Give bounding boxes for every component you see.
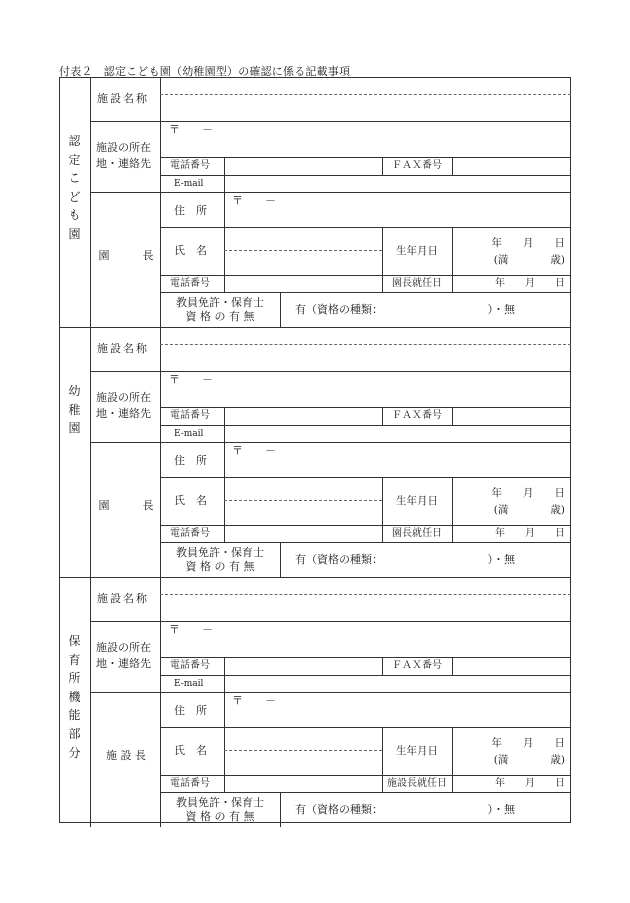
address-label-line2: 地・連絡先 [96,407,151,420]
head-phone-field[interactable] [225,776,381,792]
tenure-date-value: 年 月 日 [495,778,565,789]
address-label-line2: 地・連絡先 [96,157,151,170]
phone-label: 電話番号 [170,410,210,421]
postal-code-field: 〒 － [169,623,213,636]
facility-email-field[interactable] [225,426,570,441]
head-name-field[interactable] [225,228,381,274]
address-label-line2: 地・連絡先 [96,657,151,670]
facility-fax-field[interactable] [453,158,570,174]
head-name-label: 氏 名 [174,494,207,507]
age-value: (満 歳) [493,504,565,516]
category-char: 認 [68,134,81,148]
category-column-divider [90,77,91,327]
category-char: も [68,208,81,223]
age-value: (満 歳) [493,254,565,266]
address-label-line1: 施設の所在 [96,391,151,404]
section-divider [59,327,571,328]
fax-label: ＦＡＸ番号 [392,160,442,171]
column-divider [452,227,453,292]
head-postal-field: 〒 － [232,444,276,457]
facility-phone-field[interactable] [225,658,381,674]
category-column-divider [90,327,91,577]
facility-email-field[interactable] [225,176,570,191]
facility-name-label: 施設名称 [97,92,149,105]
section-category-label [59,382,90,438]
category-char: 稚 [68,402,81,417]
license-label-line1: 教員免許・保育士 [176,296,264,309]
birth-date-label: 生年月日 [396,495,438,507]
category-char: 保 [68,634,81,648]
head-phone-field[interactable] [225,526,381,542]
license-label-line2: 資 格 の 有 無 [185,310,255,323]
facility-address-field[interactable] [162,372,569,406]
facility-address-field[interactable] [162,122,569,156]
facility-fax-field[interactable] [453,658,570,674]
postal-code-field: 〒 － [169,373,213,386]
column-divider [452,477,453,542]
tenure-date-value: 年 月 日 [495,278,565,289]
head-address-label: 住 所 [174,704,207,717]
column-divider [452,727,453,792]
dotted-guide [160,344,571,345]
category-char: 園 [68,226,81,241]
category-char: 園 [68,421,81,436]
head-label: 施 設 長 [106,749,146,762]
email-label: E-mail [174,679,204,689]
phone-label: 電話番号 [170,660,210,671]
license-type-field[interactable] [281,293,570,326]
license-type-field[interactable] [281,793,570,826]
head-postal-field: 〒 － [232,694,276,707]
head-name-label: 氏 名 [174,244,207,257]
age-value: (満 歳) [493,754,565,766]
section-category-label [59,632,90,762]
facility-name-label: 施設名称 [97,342,149,355]
category-char: 分 [68,745,81,760]
section-category-label [59,132,90,244]
head-label: 園 長 [98,249,154,262]
license-label-line2: 資 格 の 有 無 [185,810,255,823]
head-phone-label: 電話番号 [170,278,210,289]
category-char: ど [68,189,81,204]
facility-name-field[interactable] [162,346,569,370]
phone-label: 電話番号 [170,160,210,171]
facility-address-field[interactable] [162,622,569,656]
head-address-label: 住 所 [174,204,207,217]
facility-phone-field[interactable] [225,158,381,174]
head-name-label: 氏 名 [174,744,207,757]
fax-label: ＦＡＸ番号 [392,410,442,421]
category-char: 能 [68,708,81,723]
fax-label: ＦＡＸ番号 [392,660,442,671]
head-name-field[interactable] [225,728,381,774]
form-title: 付表２ 認定こども園（幼稚園型）の確認に係る記載事項 [59,65,351,78]
head-name-field[interactable] [225,478,381,524]
license-label-line1: 教員免許・保育士 [176,796,264,809]
email-label: E-mail [174,429,204,439]
facility-name-field[interactable] [162,596,569,620]
address-label-line1: 施設の所在 [96,141,151,154]
head-phone-label: 電話番号 [170,778,210,789]
dotted-guide [160,594,571,595]
tenure-date-label: 園長就任日 [392,278,442,289]
head-phone-label: 電話番号 [170,528,210,539]
category-column-divider [90,577,91,827]
birth-date-value: 年 月 日 [491,737,565,749]
head-postal-field: 〒 － [232,194,276,207]
birth-date-value: 年 月 日 [491,487,565,499]
head-address-field[interactable] [225,193,570,227]
tenure-date-value: 年 月 日 [495,528,565,539]
category-char: 機 [68,689,81,704]
head-address-label: 住 所 [174,454,207,467]
license-label-line1: 教員免許・保育士 [176,546,264,559]
postal-code-field: 〒 － [169,123,213,136]
dotted-guide [160,94,571,95]
category-char: 所 [68,671,81,686]
category-char: 部 [68,726,81,741]
category-char: 幼 [68,384,81,398]
facility-name-field[interactable] [162,96,569,120]
facility-phone-field[interactable] [225,408,381,424]
tenure-date-label: 施設長就任日 [387,778,447,789]
facility-email-field[interactable] [225,676,570,691]
birth-date-value: 年 月 日 [491,237,565,249]
address-label-line1: 施設の所在 [96,641,151,654]
head-address-field[interactable] [225,443,570,477]
birth-date-label: 生年月日 [396,245,438,257]
category-char: 定 [68,152,81,167]
email-label: E-mail [174,179,204,189]
confirmation-form-table [59,77,571,823]
section-divider [59,577,571,578]
head-address-field[interactable] [225,693,570,727]
facility-fax-field[interactable] [453,408,570,424]
license-value: 有（資格の種類： ）・無 [295,303,515,316]
head-label: 園 長 [98,499,154,512]
license-value: 有（資格の種類： ）・無 [295,553,515,566]
license-type-field[interactable] [281,543,570,576]
license-label-line2: 資 格 の 有 無 [185,560,255,573]
birth-date-label: 生年月日 [396,745,438,757]
category-char: 育 [68,652,81,667]
license-value: 有（資格の種類： ）・無 [295,803,515,816]
tenure-date-label: 園長就任日 [392,528,442,539]
category-char: こ [68,171,81,186]
facility-name-label: 施設名称 [97,592,149,605]
head-phone-field[interactable] [225,276,381,292]
